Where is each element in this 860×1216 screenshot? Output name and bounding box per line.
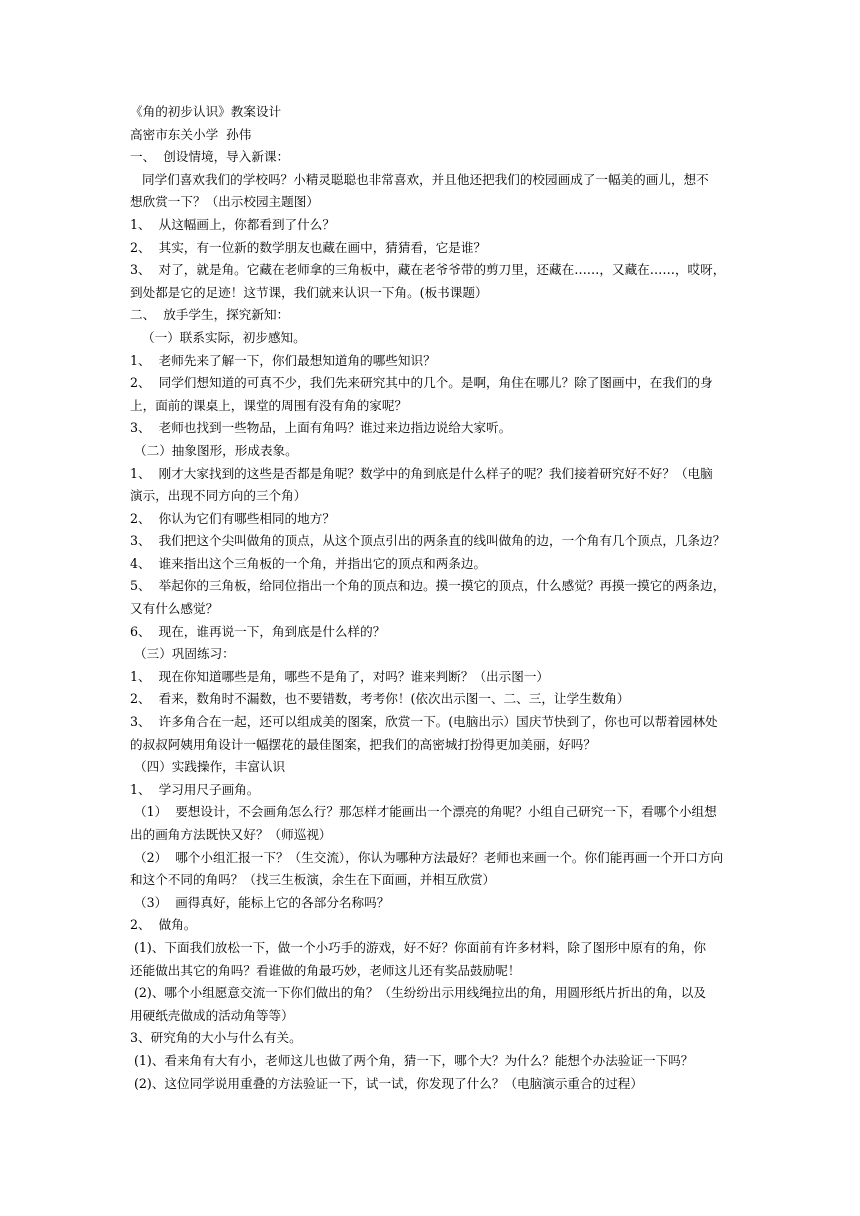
subsection-heading: （一）联系实际，初步感知。 bbox=[130, 329, 306, 345]
paragraph-line: 和这个不同的角吗？（找三生板演，余生在下面画，并相互欣赏） bbox=[130, 872, 496, 888]
list-item: (2)、这位同学说用重叠的方法验证一下，试一试，你发现了什么？（电脑演示重合的过程） bbox=[130, 1075, 643, 1091]
list-item: 3、研究角的大小与什么有关。 bbox=[130, 1030, 302, 1046]
list-item: （3） 画得真好，能标上它的各部分名称吗？ bbox=[130, 894, 390, 910]
list-item: 5、 举起你的三角板，给同位指出一个角的顶点和边。摸一摸它的顶点，什么感觉？再摸一摸它的两条边， bbox=[130, 578, 726, 594]
list-item: 6、 现在，谁再说一下，角到底是什么样的？ bbox=[130, 623, 386, 639]
paragraph-line: 演示，出现不同方向的三个角） bbox=[130, 488, 307, 504]
paragraph-line: 用硬纸壳做成的活动角等等） bbox=[130, 1007, 294, 1023]
list-item: 2、 做角。 bbox=[130, 917, 197, 933]
list-item: 2、 看来，数角时不漏数，也不要错数，考考你！(依次出示图一、二、三，让学生数角） bbox=[130, 691, 630, 707]
subsection-heading: （二）抽象图形，形成表象。 bbox=[130, 442, 298, 458]
author-line: 高密市东关小学 孙伟 bbox=[130, 126, 252, 142]
list-item: (1)、下面我们放松一下，做一个小巧手的游戏，好不好？你面前有许多材料，除了图形中原有的角，你 bbox=[130, 939, 706, 955]
paragraph-line: 同学们喜欢我们的学校吗？小精灵聪聪也非常喜欢，并且他还把我们的校园画成了一幅美的画儿，想不 bbox=[130, 171, 709, 187]
list-item: 1、 刚才大家找到的这些是否都是角呢？数学中的角到底是什么样子的呢？我们接着研究好不好？（电脑 bbox=[130, 465, 713, 481]
document-title: 《角的初步认识》教案设计 bbox=[130, 104, 282, 119]
list-item: 4、 谁来指出这个三角板的一个角，并指出它的顶点和两条边。 bbox=[130, 555, 487, 571]
paragraph-line: 上，面前的课桌上，课堂的周围有没有角的家呢？ bbox=[130, 397, 408, 413]
section-heading: 二、 放手学生，探究新知： bbox=[130, 307, 290, 323]
list-item: (2)、哪个小组愿意交流一下你们做出的角？（生纷纷出示用线绳拉出的角，用圆形纸片折出的角，以及 bbox=[130, 985, 706, 1001]
list-item: 1、 从这幅画上，你都看到了什么？ bbox=[130, 216, 335, 232]
list-item: (1)、看来角有大有小，老师这儿也做了两个角，猜一下，哪个大？为什么？能想个办法验证一下吗？ bbox=[130, 1052, 694, 1068]
list-item: 1、 老师先来了解一下，你们最想知道角的哪些知识？ bbox=[130, 352, 436, 368]
paragraph-line: 到处都是它的足迹！这节课，我们就来认识一下角。(板书课题） bbox=[130, 284, 488, 300]
list-item: （1） 要想设计，不会画角怎么行？那怎样才能画出一个漂亮的角呢？小组自己研究一下，看哪个小组想 bbox=[130, 804, 717, 820]
list-item: 3、 许多角合在一起，还可以组成美的图案，欣赏一下。(电脑出示）国庆节快到了，你也可以帮着园林处 bbox=[130, 714, 718, 730]
list-item: 1、 学习用尺子画角。 bbox=[130, 781, 260, 797]
paragraph-line: 出的画角方法既快又好？（师巡视） bbox=[130, 827, 332, 842]
paragraph-line: 想欣赏一下？（出示校园主题图） bbox=[130, 194, 319, 210]
list-item: 2、 其实，有一位新的数学朋友也藏在画中，猜猜看，它是谁？ bbox=[130, 239, 487, 255]
list-item: 3、 老师也找到一些物品，上面有角吗？谁过来边指边说给大家听。 bbox=[130, 420, 512, 436]
list-item: 3、 我们把这个尖叫做角的顶点，从这个顶点引出的两条直的线叫做角的边，一个角有几个顶点，几条边？ bbox=[130, 533, 726, 549]
list-item: 3、 对了，就是角。它藏在老师拿的三角板中，藏在老爷爷带的剪刀里，还藏在……，又藏在……，哎呀， bbox=[130, 262, 726, 278]
document-page bbox=[130, 101, 736, 1095]
paragraph-line: 又有什么感觉？ bbox=[130, 601, 219, 617]
subsection-heading: （三）巩固练习： bbox=[130, 646, 235, 662]
paragraph-line: 还能做出其它的角吗？看谁做的角最巧妙，老师这儿还有奖品鼓励呢！ bbox=[130, 962, 521, 978]
paragraph-line: 的叔叔阿姨用角设计一幅摆花的最佳图案，把我们的高密城打扮得更加美丽，好吗？ bbox=[130, 736, 596, 752]
list-item: 1、 现在你知道哪些是角，哪些不是角了，对吗？谁来判断？（出示图一） bbox=[130, 668, 550, 684]
list-item: 2、 你认为它们有哪些相同的地方？ bbox=[130, 510, 335, 526]
subsection-heading: （四）实践操作，丰富认识 bbox=[130, 759, 286, 775]
list-item: （2） 哪个小组汇报一下？（生交流），你认为哪种方法最好？老师也来画一个。你们能再画一个开口方向 bbox=[130, 849, 724, 865]
section-heading: 一、 创设情境，导入新课： bbox=[130, 149, 290, 165]
list-item: 2、 同学们想知道的可真不少，我们先来研究其中的几个。是啊，角住在哪儿？除了图画中，在我们的身 bbox=[130, 375, 713, 391]
